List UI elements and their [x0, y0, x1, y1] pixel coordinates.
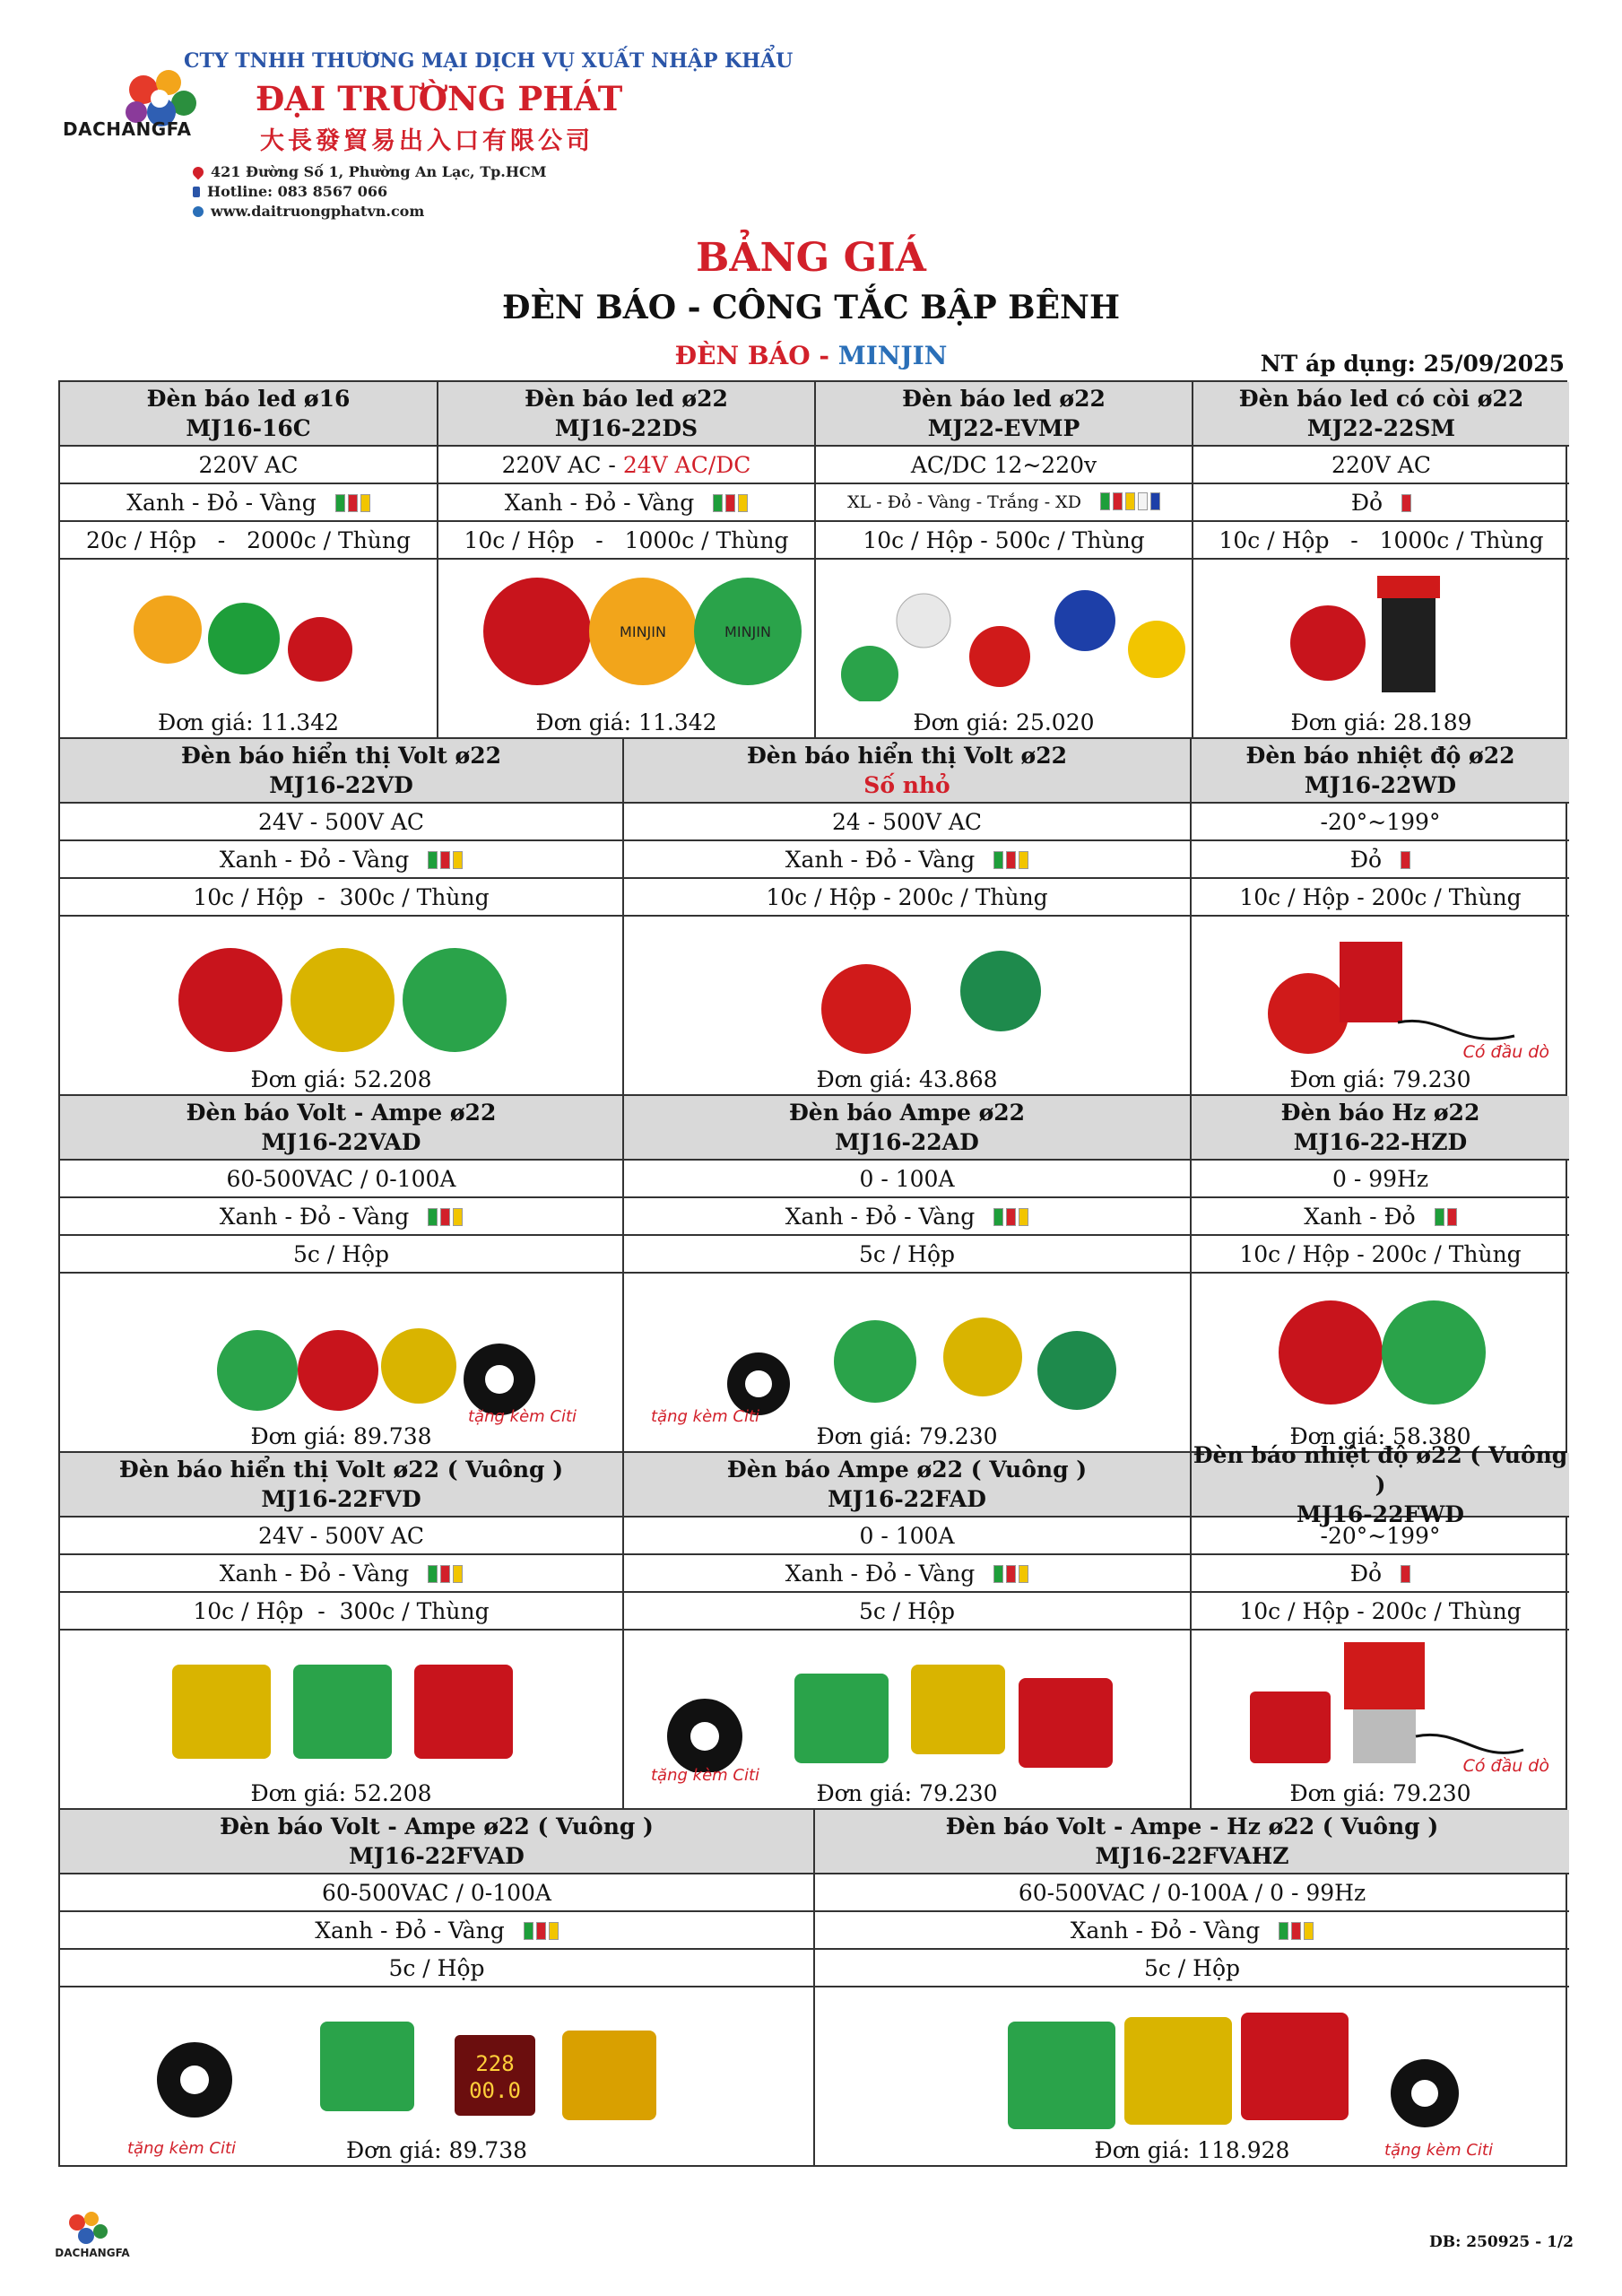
- voltage-cell: AC/DC 12~220v: [816, 447, 1193, 483]
- color-swatches: [991, 1204, 1028, 1230]
- product-header: Đèn báo led ø22 MJ16-22DS: [438, 382, 816, 445]
- product-header: Đèn báo Ampe ø22 MJ16-22AD: [624, 1096, 1192, 1159]
- price: Đơn giá: 89.738: [250, 1423, 432, 1449]
- product-image-cell: [60, 1987, 815, 2165]
- price: Đơn giá: 28.189: [1290, 709, 1472, 735]
- color-swatches: [521, 1918, 559, 1944]
- svg-text:MINJIN: MINJIN: [724, 623, 771, 640]
- product-image-cell: [624, 1631, 1192, 1808]
- price: Đơn giá: 52.208: [250, 1066, 432, 1092]
- pack-cell: 10c / Hộp - 1000c / Thùng: [1219, 526, 1544, 553]
- address-text: 421 Đường Số 1, Phường An Lạc, Tp.HCM: [211, 163, 547, 180]
- product-header: Đèn báo nhiệt độ ø22 MJ16-22WD: [1192, 739, 1569, 802]
- color-swatches: [1399, 490, 1411, 516]
- price: Đơn giá: 79.230: [816, 1780, 998, 1806]
- pack-cell: 10c / Hộp - 200c / Thùng: [624, 879, 1192, 915]
- probe-note: Có đầu dò: [1462, 1756, 1549, 1776]
- color-cell: Xanh - Đỏ - Vàng: [60, 1198, 624, 1234]
- voltage-cell: 24 - 500V AC: [624, 804, 1192, 839]
- product-image-cell: [624, 1274, 1192, 1451]
- product-image-cell: [60, 917, 624, 1094]
- indicator-lights-image: [816, 567, 1193, 701]
- globe-icon: [193, 206, 204, 217]
- pack-cell: 5c / Hộp: [60, 1950, 815, 1986]
- product-image-cell: [60, 560, 438, 737]
- pack-cell: 5c / Hộp: [60, 1236, 624, 1272]
- voltage-cell: 24V - 500V AC: [60, 804, 624, 839]
- hotline-text: Hotline: 083 8567 066: [207, 183, 388, 200]
- gift-note: tặng kèm Citi: [651, 1407, 760, 1426]
- pack-cell: 5c / Hộp: [624, 1593, 1192, 1629]
- color-swatches: [425, 1561, 463, 1587]
- gift-note: tặng kèm Citi: [468, 1407, 577, 1426]
- square-temperature-display-image: [1192, 1638, 1568, 1772]
- pack-cell: 10c / Hộp - 200c / Thùng: [1239, 1597, 1522, 1624]
- color-swatches: [425, 847, 463, 873]
- price: Đơn giá: 11.342: [535, 709, 717, 735]
- footer-brand: DACHANGFA: [55, 2247, 130, 2259]
- price: Đơn giá: 79.230: [1289, 1066, 1471, 1092]
- square-volt-ampe-hz-display-image: [815, 1995, 1568, 2129]
- product-image-cell: [1193, 560, 1569, 737]
- hotline: [193, 183, 387, 200]
- product-header: Đèn báo hiển thị Volt ø22 Số nhỏ: [624, 739, 1192, 802]
- display-reading-2: 00.0: [469, 2078, 521, 2103]
- product-image-cell: [1192, 1274, 1569, 1451]
- voltage-cell: 0 - 100A: [624, 1161, 1192, 1196]
- company-chinese-name: 大長發貿易出入口有限公司: [260, 127, 594, 155]
- address: [193, 163, 546, 180]
- product-image-cell: [1192, 917, 1569, 1094]
- product-image-cell: [816, 560, 1193, 737]
- page-subtitle: ĐÈN BÁO - CÔNG TẮC BẬP BÊNH: [502, 289, 1120, 326]
- voltage-cell: 220V AC - 24V AC/DC: [438, 447, 816, 483]
- price: Đơn giá: 25.020: [913, 709, 1095, 735]
- color-swatches: [425, 1204, 463, 1230]
- pack-cell: 10c / Hộp - 500c / Thùng: [816, 522, 1193, 558]
- color-swatches: [991, 847, 1028, 873]
- color-swatches: [710, 490, 748, 516]
- volt-display-image: [624, 924, 1189, 1058]
- product-header: Đèn báo hiển thị Volt ø22 MJ16-22VD: [60, 739, 624, 802]
- voltage-cell: 220V AC: [1331, 451, 1431, 478]
- footer-logo-icon: [43, 2206, 142, 2260]
- website-text: www.daitruongphatvn.com: [211, 203, 425, 220]
- color-swatches: [1276, 1918, 1314, 1944]
- hz-display-image: [1192, 1281, 1568, 1415]
- company-name: ĐẠI TRƯỜNG PHÁT: [256, 79, 623, 118]
- square-volt-ampe-display-image: [60, 1995, 813, 2129]
- color-cell: Xanh - Đỏ: [1192, 1198, 1569, 1234]
- voltage-cell: 60-500VAC / 0-100A / 0 - 99Hz: [1018, 1879, 1366, 1906]
- color-cell: Xanh - Đỏ - Vàng: [60, 484, 438, 520]
- gift-note: tặng kèm Citi: [651, 1766, 760, 1785]
- indicator-lights-image: [438, 567, 815, 701]
- probe-note: Có đầu dò: [1462, 1042, 1549, 1062]
- table-row: [58, 1441, 1568, 1810]
- price: Đơn giá: 79.230: [816, 1423, 998, 1449]
- color-cell: Xanh - Đỏ - Vàng: [815, 1912, 1569, 1948]
- section-prefix: ĐÈN BÁO -: [674, 341, 838, 370]
- applied-date: NT áp dụng: 25/09/2025: [1260, 351, 1565, 377]
- price-table: [58, 380, 1567, 2167]
- square-volt-display-image: [60, 1638, 625, 1772]
- price: Đơn giá: 118.928: [1094, 2137, 1290, 2163]
- product-header: Đèn báo Volt - Ampe ø22 ( Vuông ) MJ16-22FVAD: [60, 1810, 815, 1873]
- location-pin-icon: [191, 165, 206, 180]
- product-header: Đèn báo Volt - Ampe ø22 MJ16-22VAD: [60, 1096, 624, 1159]
- price: Đơn giá: 43.868: [816, 1066, 998, 1092]
- indicator-lights-image: [60, 567, 437, 701]
- buzzer-light-image: [1193, 567, 1570, 701]
- volt-ampe-display-image: [60, 1281, 625, 1415]
- product-header: Đèn báo hiển thị Volt ø22 ( Vuông ) MJ16-22FVD: [60, 1453, 624, 1516]
- phone-icon: [193, 187, 200, 197]
- table-row: [58, 739, 1567, 1096]
- pack-cell: 20c / Hộp - 2000c / Thùng: [60, 522, 438, 558]
- square-ampe-display-image: [624, 1638, 1189, 1772]
- price: Đơn giá: 52.208: [250, 1780, 432, 1806]
- color-cell: Xanh - Đỏ - Vàng: [60, 841, 624, 877]
- pack-cell: 10c / Hộp - 200c / Thùng: [1239, 883, 1522, 910]
- product-header: Đèn báo nhiệt độ ø22 ( Vuông ) MJ16-22FWD: [1193, 1441, 1568, 1527]
- product-header: Đèn báo Hz ø22 MJ16-22-HZD: [1192, 1096, 1569, 1159]
- product-image-cell: [60, 1631, 624, 1808]
- product-header: Đèn báo led ø16 MJ16-16C: [60, 382, 438, 445]
- color-swatches: [1097, 492, 1160, 513]
- color-cell: Xanh - Đỏ - Vàng: [624, 1198, 1192, 1234]
- color-cell: XL - Đỏ - Vàng - Trắng - XD: [816, 484, 1193, 520]
- pack-cell: 10c / Hộp - 300c / Thùng: [60, 1593, 624, 1629]
- voltage-cell: 60-500VAC / 0-100A: [60, 1874, 815, 1910]
- color-swatches: [333, 490, 370, 516]
- voltage-cell: 0 - 100A: [624, 1518, 1192, 1553]
- color-cell: Xanh - Đỏ - Vàng: [60, 1912, 815, 1948]
- voltage-cell: 220V AC: [60, 447, 438, 483]
- voltage-cell: 60-500VAC / 0-100A: [60, 1161, 624, 1196]
- color-cell: Đỏ: [1193, 484, 1569, 520]
- pack-cell: 5c / Hộp: [624, 1236, 1192, 1272]
- pack-cell: 10c / Hộp - 1000c / Thùng: [438, 522, 816, 558]
- price: Đơn giá: 89.738: [345, 2137, 528, 2163]
- color-cell: Xanh - Đỏ - Vàng: [60, 1555, 624, 1591]
- voltage-cell: -20°~199°: [1320, 1522, 1441, 1549]
- section-brand: MINJIN: [837, 341, 948, 370]
- table-row: [58, 1096, 1567, 1453]
- product-image-cell: [815, 1987, 1569, 2165]
- pack-cell: 10c / Hộp - 300c / Thùng: [60, 879, 624, 915]
- product-header: Đèn báo led có còi ø22 MJ22-22SM: [1193, 382, 1569, 445]
- color-cell: Xanh - Đỏ - Vàng: [624, 1555, 1192, 1591]
- voltage-cell: 0 - 99Hz: [1331, 1165, 1429, 1192]
- color-cell: Xanh - Đỏ - Vàng: [624, 841, 1192, 877]
- page-title: BẢNG GIÁ: [696, 235, 926, 281]
- page-header: [0, 0, 1622, 233]
- gift-note: tặng kèm Citi: [127, 2139, 237, 2158]
- document-code: DB: 250925 - 1/2: [1428, 2233, 1574, 2251]
- voltage-cell: -20°~199°: [1320, 808, 1441, 835]
- price: Đơn giá: 58.380: [1289, 1423, 1471, 1449]
- product-image-cell: [624, 917, 1192, 1094]
- color-swatches: [1398, 1561, 1410, 1587]
- ampe-display-image: [624, 1281, 1189, 1415]
- color-swatches: [991, 1561, 1028, 1587]
- product-header: Đèn báo led ø22 MJ22-EVMP: [816, 382, 1193, 445]
- price: Đơn giá: 79.230: [1289, 1780, 1471, 1806]
- svg-text:MINJIN: MINJIN: [620, 623, 666, 640]
- brand-name: DACHANGFA: [63, 118, 192, 140]
- color-cell: Đỏ: [1192, 841, 1569, 877]
- company-line1: CTY TNHH THƯƠNG MẠI DỊCH VỤ XUẤT NHẬP KHẨU: [184, 49, 794, 73]
- volt-display-image: [60, 924, 625, 1058]
- color-cell: Đỏ: [1192, 1555, 1569, 1591]
- color-swatches: [1398, 847, 1410, 873]
- color-cell: Xanh - Đỏ - Vàng: [438, 484, 816, 520]
- table-row: [58, 1810, 1567, 2167]
- product-header: Đèn báo Ampe ø22 ( Vuông ) MJ16-22FAD: [624, 1453, 1192, 1516]
- temperature-display-image: [1192, 924, 1568, 1058]
- pack-cell: 5c / Hộp: [1143, 1954, 1241, 1981]
- voltage-cell: 24V - 500V AC: [60, 1518, 624, 1553]
- table-row: [58, 380, 1567, 739]
- price: Đơn giá: 11.342: [157, 709, 340, 735]
- pack-cell: 10c / Hộp - 200c / Thùng: [1239, 1240, 1522, 1267]
- product-image-cell: [1192, 1631, 1569, 1808]
- product-header: Đèn báo Volt - Ampe - Hz ø22 ( Vuông ) MJ16-22FVAHZ: [815, 1810, 1569, 1873]
- gift-note: tặng kèm Citi: [1383, 2141, 1493, 2160]
- display-reading-1: 228: [475, 2051, 515, 2076]
- color-swatches: [1432, 1204, 1457, 1230]
- product-image-cell: [438, 560, 816, 737]
- product-image-cell: [60, 1274, 624, 1451]
- website: [193, 203, 424, 220]
